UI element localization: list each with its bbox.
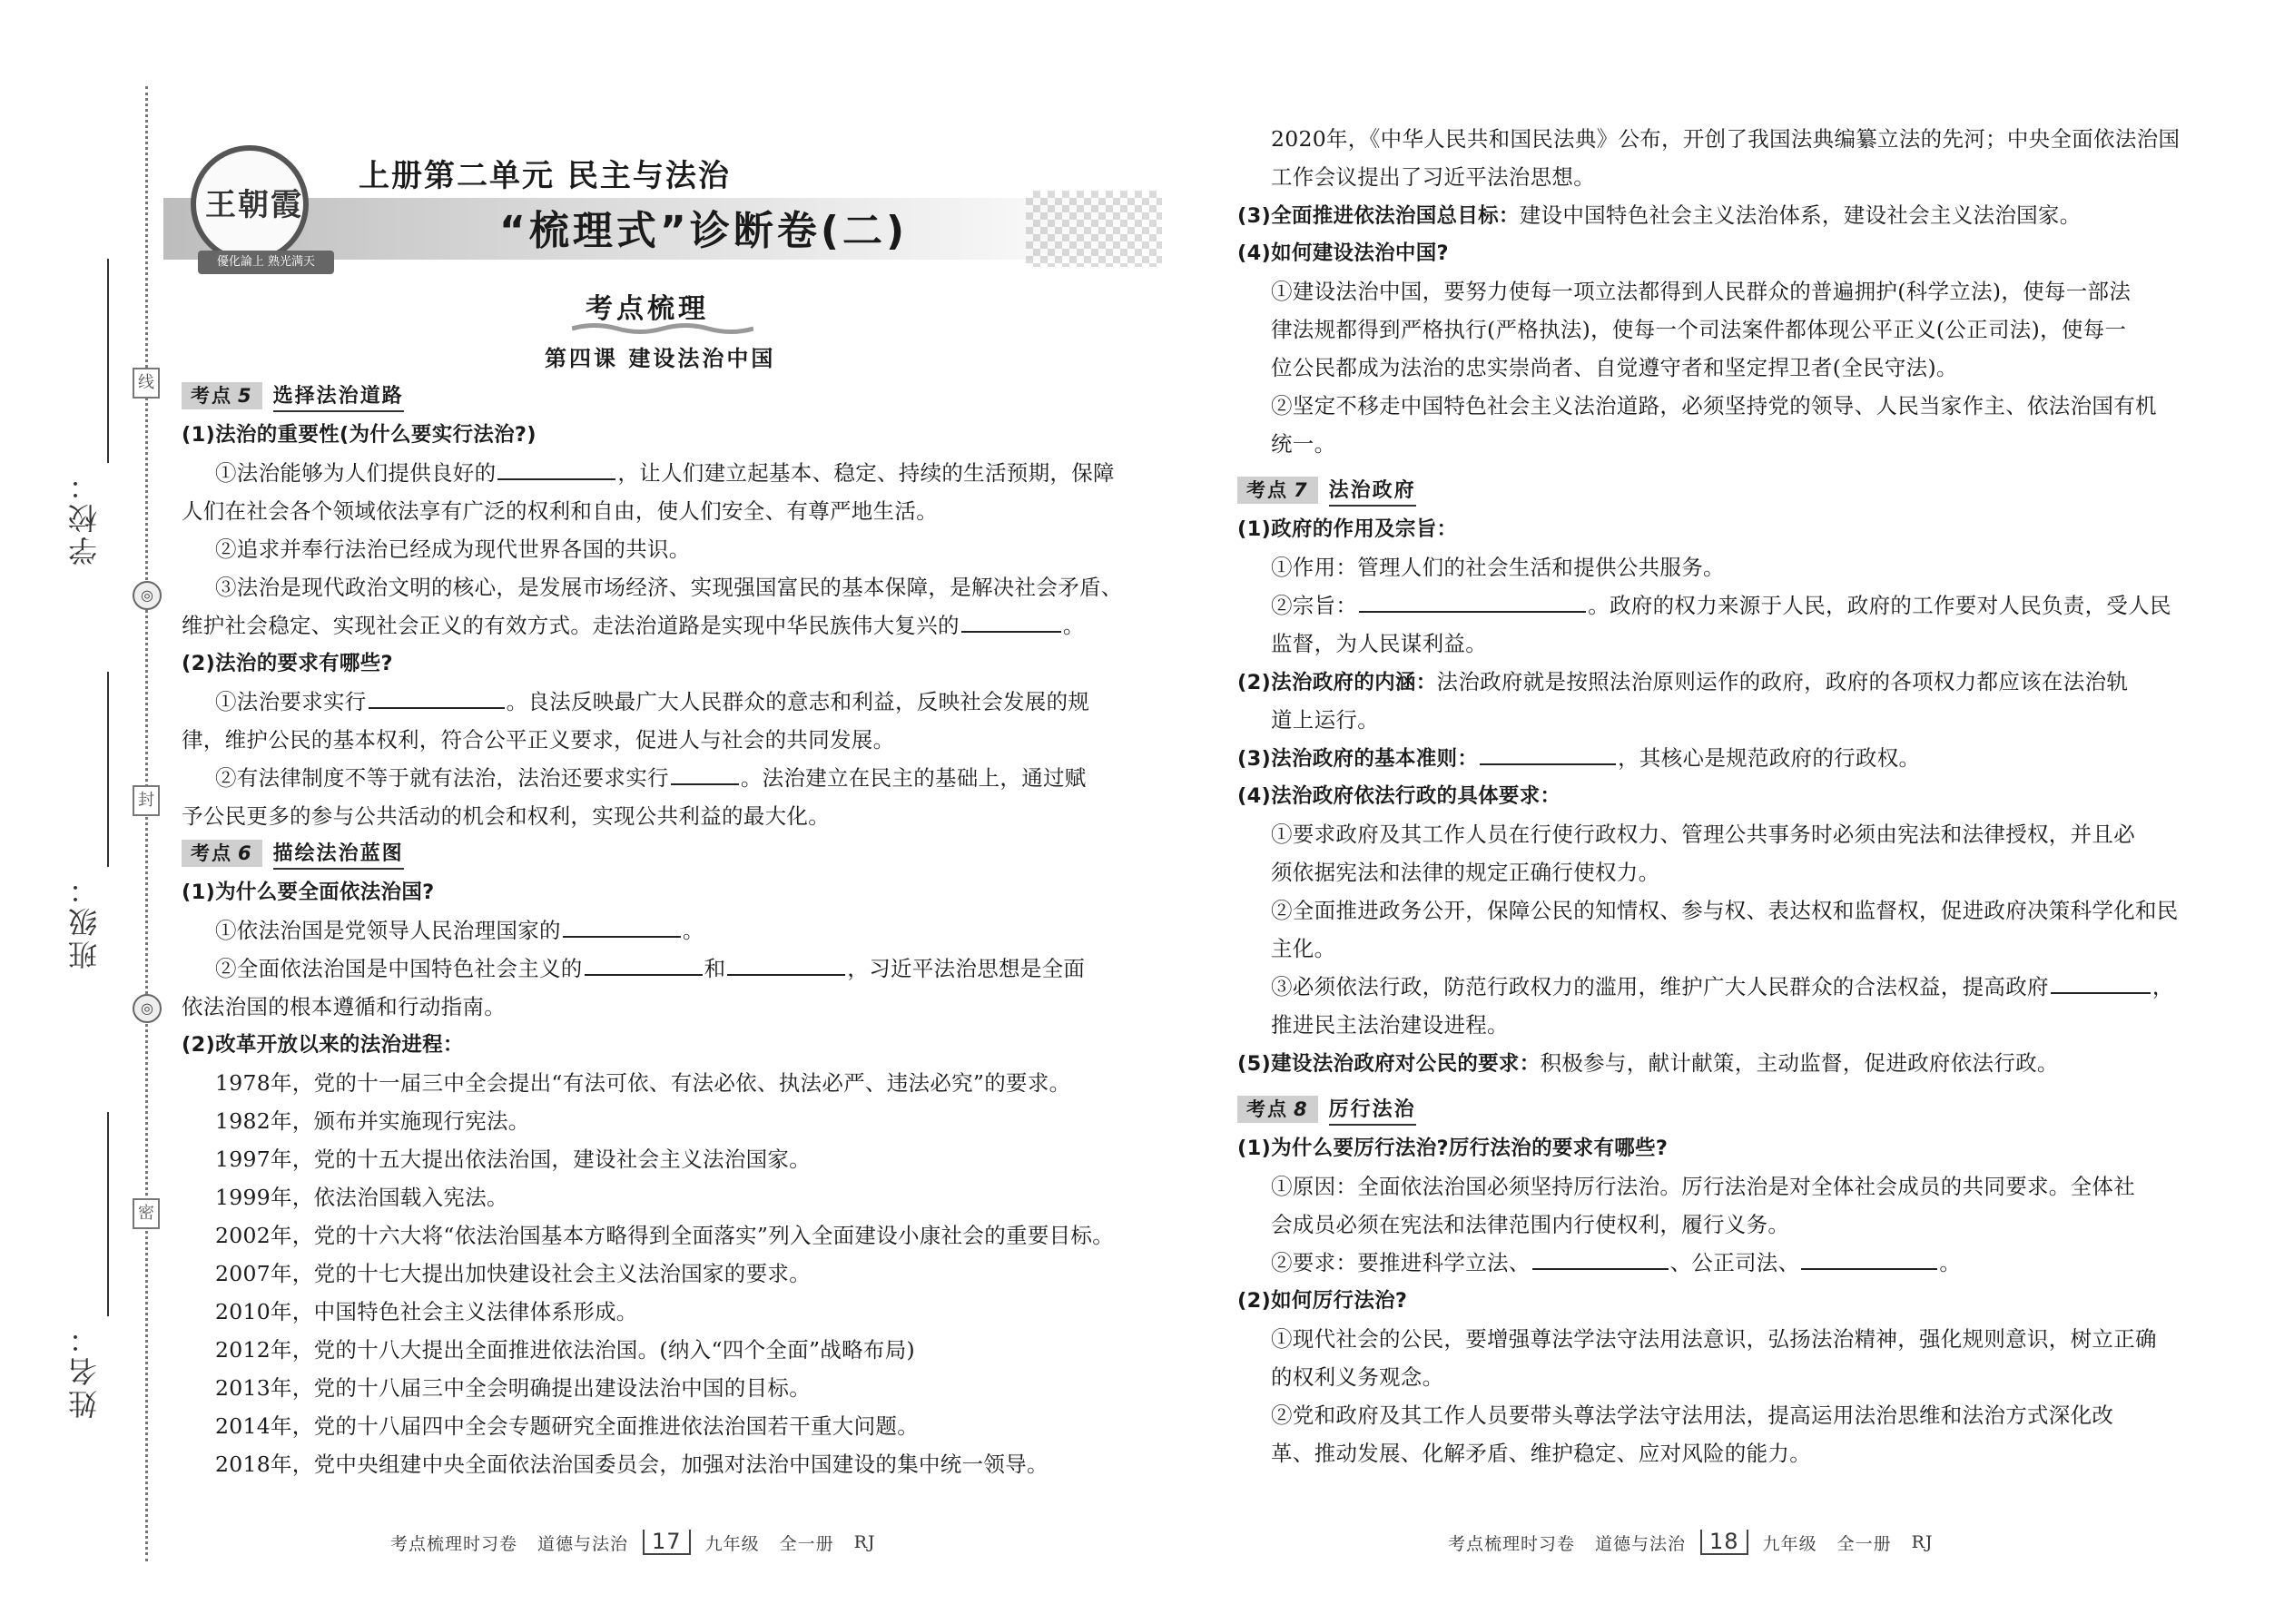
text-line: 律，维护公民的基本权利，符合公平正义要求，促进人与社会的共同发展。 bbox=[182, 727, 895, 753]
binding-hole-icon: ◎ bbox=[133, 581, 162, 610]
logo-text: 王朝霞 bbox=[205, 187, 303, 223]
binding-hole-icon: ◎ bbox=[133, 994, 162, 1023]
fill-blank[interactable] bbox=[369, 684, 505, 709]
question-heading: (4)如何建设法治中国? bbox=[1237, 241, 1449, 265]
kaodian-tag: 考点 6 bbox=[182, 840, 262, 867]
lesson-title: 第四课 建设法治中国 bbox=[545, 346, 776, 371]
kaodian-8-header bbox=[1237, 1095, 1416, 1124]
question-heading: (1)为什么要厉行法治?厉行法治的要求有哪些? bbox=[1237, 1137, 1669, 1160]
kaodian-tag: 考点 7 bbox=[1237, 477, 1318, 504]
question-heading: (1)政府的作用及宗旨： bbox=[1237, 517, 1458, 541]
timeline-entry: 2018年，党中央组建中央全面依法治国委员会，加强对法治中国建设的集中统一领导。 bbox=[215, 1452, 1049, 1477]
fill-blank[interactable] bbox=[727, 950, 845, 976]
binding-mark-mi: 密 bbox=[133, 1198, 160, 1229]
text-line: 统一。 bbox=[1271, 431, 1336, 457]
text-line: 道上运行。 bbox=[1271, 707, 1379, 733]
kaodian-5-header bbox=[182, 381, 404, 410]
text-line: ①作用：管理人们的社会生活和提供公共服务。 bbox=[1271, 555, 1725, 580]
kaodian-name: 厉行法治 bbox=[1329, 1094, 1416, 1126]
fill-blank[interactable] bbox=[497, 455, 615, 480]
fill-blank[interactable] bbox=[563, 912, 681, 938]
kaodian-name: 描绘法治蓝图 bbox=[273, 838, 404, 870]
timeline-entry: 2010年，中国特色社会主义法律体系形成。 bbox=[215, 1299, 638, 1324]
text-line: 人们在社会各个领域依法享有广泛的权利和自由，使人们安全、有尊严地生活。 bbox=[182, 498, 938, 524]
binding-dotted-line bbox=[145, 86, 148, 1561]
text-line: ②要求：要推进科学立法、 、公正司法、 。 bbox=[1271, 1244, 1961, 1282]
text-line: (5)建设法治政府对公民的要求：积极参与，献计献策，主动监督，促进政府依法行政。 bbox=[1237, 1050, 2059, 1076]
text-line: 主化。 bbox=[1271, 936, 1336, 961]
text-line: ①现代社会的公民，要增强尊法学法守法用法意识，弘扬法治精神，强化规则意识，树立正确 bbox=[1271, 1326, 2157, 1352]
text-line: 位公民都成为法治的忠实崇尚者、自觉遵守者和坚定捍卫者(全民守法)。 bbox=[1271, 355, 1958, 380]
text-line: ②追求并奉行法治已经成为现代世界各国的共识。 bbox=[215, 536, 691, 562]
logo-ribbon: 優化論上 熟光满天 bbox=[198, 251, 334, 274]
text-line: 依法治国的根本遵循和行动指南。 bbox=[182, 994, 506, 1019]
binding-mark-xian: 线 bbox=[133, 368, 160, 399]
kaodian-name: 选择法治道路 bbox=[273, 380, 404, 412]
question-heading: (4)法治政府依法行政的具体要求： bbox=[1237, 784, 1561, 808]
fill-blank[interactable] bbox=[585, 950, 703, 976]
text-line: ③法治是现代政治文明的核心，是发展市场经济、实现强国富民的基本保障，是解决社会矛盾、 bbox=[215, 575, 1123, 600]
question-heading: (2)法治的要求有哪些? bbox=[182, 652, 393, 675]
timeline-entry: 1999年，依法治国载入宪法。 bbox=[215, 1185, 508, 1210]
text-line: 推进民主法治建设进程。 bbox=[1271, 1012, 1509, 1038]
footer-left: 考点梳理时习卷 道德与法治 17 九年级 全一册 RJ bbox=[390, 1529, 876, 1554]
text-line: ①法治要求实行 。良法反映最广大人民群众的意志和利益，反映社会发展的规 bbox=[215, 683, 1089, 721]
kaodian-6-header bbox=[182, 839, 404, 868]
fill-blank[interactable] bbox=[1532, 1245, 1669, 1270]
fill-blank[interactable] bbox=[1480, 740, 1616, 765]
paper-title: “梳理式”诊断卷(二) bbox=[499, 208, 909, 254]
text-line: 须依据宪法和法律的规定正确行使权力。 bbox=[1271, 860, 1660, 885]
question-heading: (2)改革开放以来的法治进程： bbox=[182, 1033, 464, 1057]
binding-mark-feng: 封 bbox=[133, 785, 160, 816]
timeline-entry: 1978年，党的十一届三中全会提出“有法可依、有法必依、执法必严、违法必究”的要求。 bbox=[215, 1070, 1071, 1096]
text-line: 的权利义务观念。 bbox=[1271, 1364, 1444, 1390]
timeline-entry: 1982年，颁布并实施现行宪法。 bbox=[215, 1108, 530, 1134]
text-line: ①建设法治中国，要努力使每一项立法都得到人民群众的普遍拥护(科学立法)，使每一部法 bbox=[1271, 279, 2132, 304]
section-title-underline bbox=[572, 322, 753, 335]
timeline-entry: 2012年，党的十八大提出全面推进依法治国。(纳入“四个全面”战略布局) bbox=[215, 1337, 915, 1363]
text-line: 维护社会稳定、实现社会正义的有效方式。走法治道路是实现中华民族伟大复兴的 。 bbox=[182, 606, 1085, 645]
school-label: 学校： bbox=[67, 468, 102, 566]
text-line: 革、推动发展、化解矛盾、维护稳定、应对风险的能力。 bbox=[1271, 1441, 1811, 1466]
name-label: 姓名： bbox=[67, 1321, 102, 1419]
text-line: (3)法治政府的基本准则： ，其核心是规范政府的行政权。 bbox=[1237, 739, 1920, 778]
text-line: 监督，为人民谋利益。 bbox=[1271, 631, 1487, 656]
fill-blank[interactable] bbox=[1359, 587, 1586, 613]
timeline-entry: 2014年，党的十八届四中全会专题研究全面推进依法治国若干重大问题。 bbox=[215, 1413, 920, 1439]
brand-logo bbox=[172, 134, 345, 269]
fill-blank[interactable] bbox=[961, 607, 1061, 633]
class-label: 班级： bbox=[67, 871, 102, 969]
header-checker-pattern bbox=[1026, 191, 1162, 267]
timeline-entry: 2007年，党的十七大提出加快建设社会主义法治国家的要求。 bbox=[215, 1261, 812, 1286]
text-line: ①原因：全面依法治国必须坚持厉行法治。厉行法治是对全体社会成员的共同要求。全体社 bbox=[1271, 1174, 2135, 1199]
section-title: 考点梳理 bbox=[586, 293, 709, 325]
timeline-entry: 2013年，党的十八届三中全会明确提出建设法治中国的目标。 bbox=[215, 1375, 812, 1401]
text-line: ①要求政府及其工作人员在行使行政权力、管理公共事务时必须由宪法和法律授权，并且必 bbox=[1271, 822, 2135, 847]
kaodian-tag: 考点 8 bbox=[1237, 1096, 1318, 1123]
name-field[interactable] bbox=[107, 1112, 109, 1316]
text-line: ①法治能够为人们提供良好的 ，让人们建立起基本、稳定、持续的生活预期，保障 bbox=[215, 454, 1115, 492]
text-line: ③必须依法行政，防范行政权力的滥用，维护广大人民群众的合法权益，提高政府 ， bbox=[1271, 968, 2174, 1006]
page-number: 17 bbox=[643, 1530, 691, 1555]
text-line: ②全面推进政务公开，保障公民的知情权、参与权、表达权和监督权，促进政府决策科学化和民 bbox=[1271, 898, 2179, 923]
question-heading: (2)如何厉行法治? bbox=[1237, 1289, 1408, 1313]
page-number: 18 bbox=[1700, 1530, 1748, 1555]
text-line: ②党和政府及其工作人员要带头尊法学法守法用法，提高运用法治思维和法治方式深化改 bbox=[1271, 1403, 2114, 1428]
text-line: ②有法律制度不等于就有法治，法治还要求实行 。法治建立在民主的基础上，通过赋 bbox=[215, 759, 1087, 797]
text-line: (2)法治政府的内涵：法治政府就是按照法治原则运作的政府，政府的各项权力都应该在法治轨 bbox=[1237, 669, 2129, 694]
question-heading: (1)为什么要全面依法治国? bbox=[182, 881, 435, 904]
text-line: 律法规都得到严格执行(严格执法)，使每一个司法案件都体现公平正义(公正司法)，使每一 bbox=[1271, 317, 2127, 342]
text-line: 予公民更多的参与公共活动的机会和权利，实现公共利益的最大化。 bbox=[182, 803, 830, 829]
text-line: 会成员必须在宪法和法律范围内行使权利，履行义务。 bbox=[1271, 1212, 1790, 1237]
text-line: ②全面依法治国是中国特色社会主义的 和 ，习近平法治思想是全面 bbox=[215, 950, 1085, 988]
question-heading: (1)法治的重要性(为什么要实行法治?) bbox=[182, 423, 537, 447]
footer-right: 考点梳理时习卷 道德与法治 18 九年级 全一册 RJ bbox=[1448, 1529, 1934, 1554]
fill-blank[interactable] bbox=[671, 760, 739, 785]
text-line: 工作会议提出了习近平法治思想。 bbox=[1271, 164, 1595, 190]
timeline-entry: 2002年，党的十六大将“依法治国基本方略得到全面落实”列入全面建设小康社会的重要目标。 bbox=[215, 1223, 1115, 1248]
text-line: ②宗旨： 。政府的权力来源于人民，政府的工作要对人民负责，受人民 bbox=[1271, 586, 2171, 625]
class-field[interactable] bbox=[107, 672, 109, 867]
kaodian-7-header bbox=[1237, 476, 1416, 505]
timeline-entry: 1997年，党的十五大提出依法治国，建设社会主义法治国家。 bbox=[215, 1147, 812, 1172]
fill-blank[interactable] bbox=[1801, 1245, 1937, 1270]
text-line: 2020年，《中华人民共和国民法典》公布，开创了我国法典编纂立法的先河；中央全面依法治国 bbox=[1271, 126, 2181, 152]
kaodian-tag: 考点 5 bbox=[182, 382, 262, 409]
school-field[interactable] bbox=[107, 259, 109, 463]
text-line: ①依法治国是党领导人民治理国家的 。 bbox=[215, 911, 704, 950]
text-line: ②坚定不移走中国特色社会主义法治道路，必须坚持党的领导、人民当家作主、依法治国有机 bbox=[1271, 393, 2157, 418]
kaodian-name: 法治政府 bbox=[1329, 475, 1416, 507]
unit-title: 上册第二单元 民主与法治 bbox=[359, 158, 731, 194]
fill-blank[interactable] bbox=[2051, 969, 2151, 994]
text-line: (3)全面推进依法治国总目标：建设中国特色社会主义法治体系，建设社会主义法治国家。 bbox=[1237, 202, 2082, 228]
